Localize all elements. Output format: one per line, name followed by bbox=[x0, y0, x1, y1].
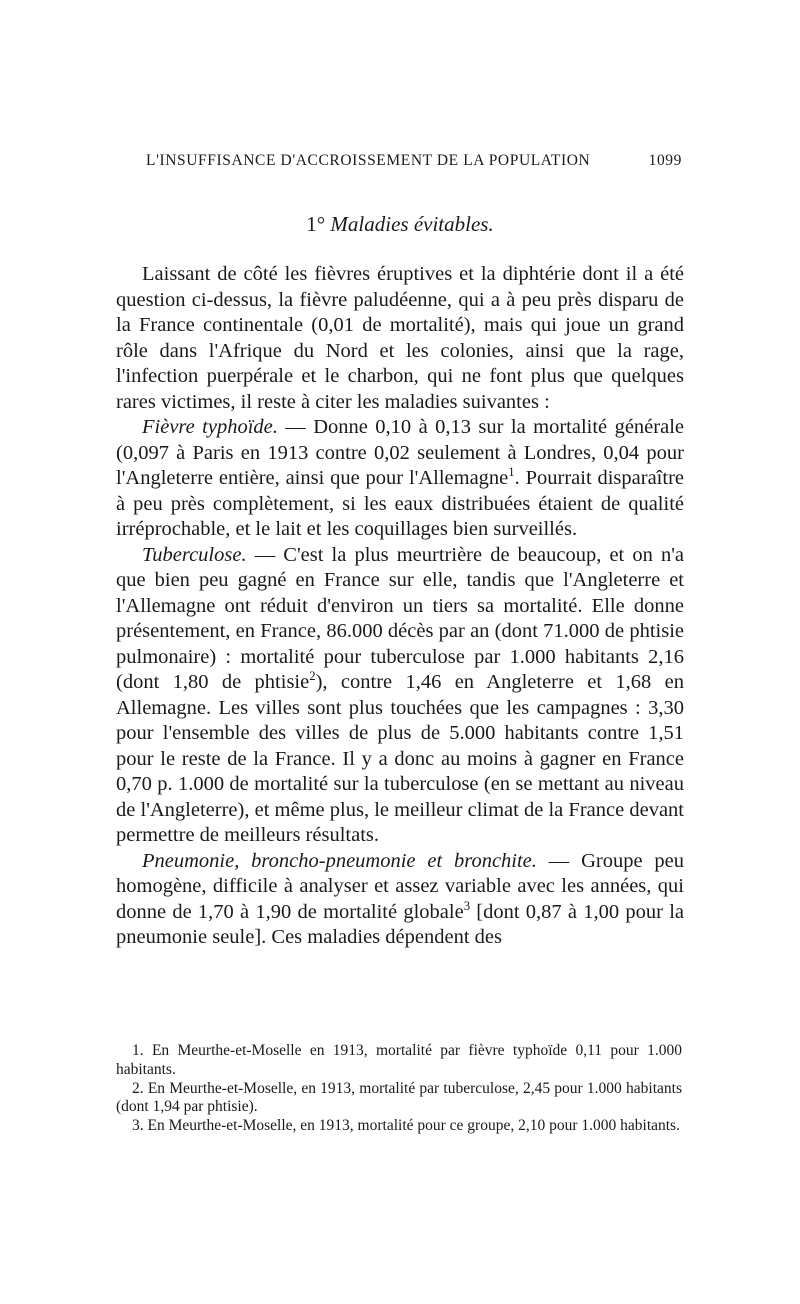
typhoide-term: Fièvre typhoïde. bbox=[142, 416, 278, 438]
pneumonie-paragraph bbox=[116, 849, 684, 951]
typhoide-text-b: . Pourrait disparaître à peu près complètement, si les eaux distribuées étaient de qualité irréprochable, et le lait et les coquillages bien surveillés. bbox=[116, 467, 684, 540]
running-title: L'INSUFFISANCE D'ACCROISSEMENT DE LA POPULATION bbox=[146, 152, 591, 169]
footnote-ref-3: 3 bbox=[463, 898, 471, 913]
section-heading bbox=[0, 212, 800, 237]
section-number: 1° bbox=[306, 212, 326, 236]
footnote-3: 3. En Meurthe-et-Moselle, en 1913, mortalité pour ce groupe, 2,10 pour 1.000 habitants. bbox=[132, 1117, 680, 1135]
typhoide-paragraph bbox=[116, 415, 684, 543]
body-text bbox=[116, 262, 684, 951]
footnotes bbox=[116, 1042, 682, 1136]
tuberculose-text-b: ), contre 1,46 en Angleterre et 1,68 en Allemagne. Les villes sont plus touchées que les campagnes : 3,30 pour l'ensemble des villes de plus de 5.000 habitants contre 1,51 pour le reste de la France. Il y a donc au moins à gagner en France 0,70 p. 1.000 de mortalité sur la tuberculose (en se mettant au niveau de l'Angleterre), et même plus, le meilleur climat de la France devant permettre de meilleurs résultats. bbox=[116, 671, 684, 846]
section-title-text: Maladies évitables. bbox=[330, 212, 494, 236]
tuberculose-term: Tuberculose. bbox=[142, 543, 247, 566]
footnote-ref-1: 1 bbox=[508, 465, 515, 480]
pneumonie-term: Pneumonie, broncho-pneumonie et bronchite. bbox=[142, 849, 537, 872]
pneumonie-text-b: [dont 0,87 à 1,00 pour la pneumonie seule]. Ces maladies dépendent des bbox=[116, 900, 684, 948]
tuberculose-paragraph bbox=[116, 543, 684, 849]
footnote-1: 1. En Meurthe-et-Moselle en 1913, mortalité par fièvre typhoïde 0,11 pour 1.000 habitants. bbox=[116, 1042, 682, 1078]
intro-paragraph: Laissant de côté les fièvres éruptives et la diphtérie dont il a été question ci-dessus, la fièvre paludéenne, qui a à peu près disparu de la France continentale (0,01 de mortalité), mais qui joue un grand rôle dans l'Afrique du Nord et les colonies, ainsi que la rage, l'infection puerpérale et le charbon, qui ne font plus que quelques rares victimes, il reste à citer les maladies suivantes : bbox=[116, 263, 684, 413]
typhoide-text-a: — Donne 0,10 à 0,13 sur la mortalité générale (0,097 à Paris en 1913 contre 0,02 seulement à Londres, 0,04 pour l'Angleterre entière, ainsi que pour l'Allemagne bbox=[116, 416, 684, 489]
page-number: 1099 bbox=[648, 152, 682, 169]
pneumonie-text-a: — Groupe peu homogène, difficile à analyser et assez variable avec les années, qui donne de 1,70 à 1,90 de mortalité globale bbox=[116, 849, 684, 923]
running-header bbox=[146, 152, 682, 170]
footnote-2: 2. En Meurthe-et-Moselle, en 1913, mortalité par tuberculose, 2,45 pour 1.000 habitants (dont 1,94 par phtisie). bbox=[116, 1079, 682, 1116]
footnote-ref-2: 2 bbox=[309, 669, 316, 684]
tuberculose-text-a: — C'est la plus meurtrière de beaucoup, et on n'a que bien peu gagné en France sur elle, tandis que l'Angleterre et l'Allemagne ont réduit d'environ un tiers sa mortalité. Elle donne présentement, en France, 86.000 décès par an (dont 71.000 de phtisie pulmonaire) : mortalité pour tuberculose par 1.000 habitants 2,16 (dont 1,80 de phtisie bbox=[116, 543, 684, 693]
